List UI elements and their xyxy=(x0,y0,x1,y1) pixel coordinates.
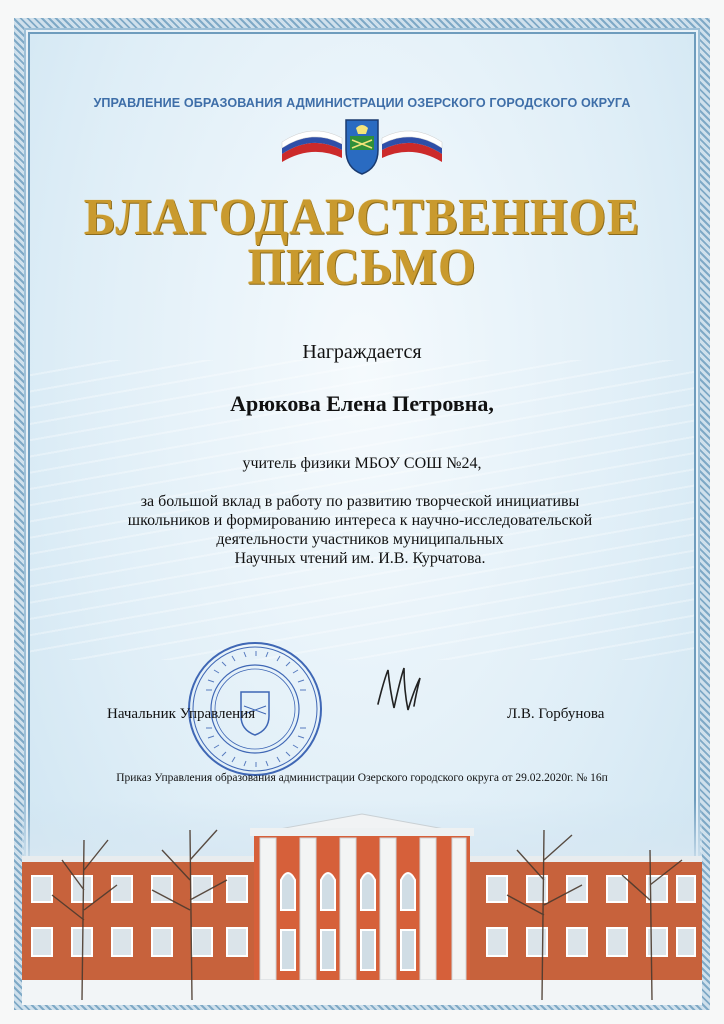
reason-line: Научных чтений им. И.В. Курчатова. xyxy=(234,550,486,567)
reason-line: школьников и формированию интереса к научно-исследовательской xyxy=(127,512,593,529)
awarded-label: Награждается xyxy=(302,341,422,363)
certificate-title-line2: ПИСЬМО xyxy=(247,239,477,296)
signatory-name: Л.В. Горбунова xyxy=(507,706,605,722)
order-reference: Приказ Управления образования администрации Озерского городского округа от 29.02.2020г. № 16п xyxy=(116,772,608,784)
coat-of-arms-icon xyxy=(272,114,452,176)
certificate-title-line1: БЛАГОДАРСТВЕННОЕ xyxy=(83,189,641,246)
issuer-header: УПРАВЛЕНИЕ ОБРАЗОВАНИЯ АДМИНИСТРАЦИИ ОЗЕРСКОГО ГОРОДСКОГО ОКРУГА xyxy=(93,96,631,110)
recipient-position: учитель физики МБОУ СОШ №24, xyxy=(242,455,482,472)
award-reason xyxy=(80,492,640,568)
school-building-photo xyxy=(22,800,702,1005)
handwritten-signature xyxy=(370,660,430,720)
signatory-title: Начальник Управления xyxy=(107,706,256,722)
recipient-name: Арюкова Елена Петровна, xyxy=(230,391,494,416)
reason-line: за большой вклад в работу по развитию творческой инициативы xyxy=(140,493,580,510)
reason-line: деятельности участников муниципальных xyxy=(216,531,504,548)
